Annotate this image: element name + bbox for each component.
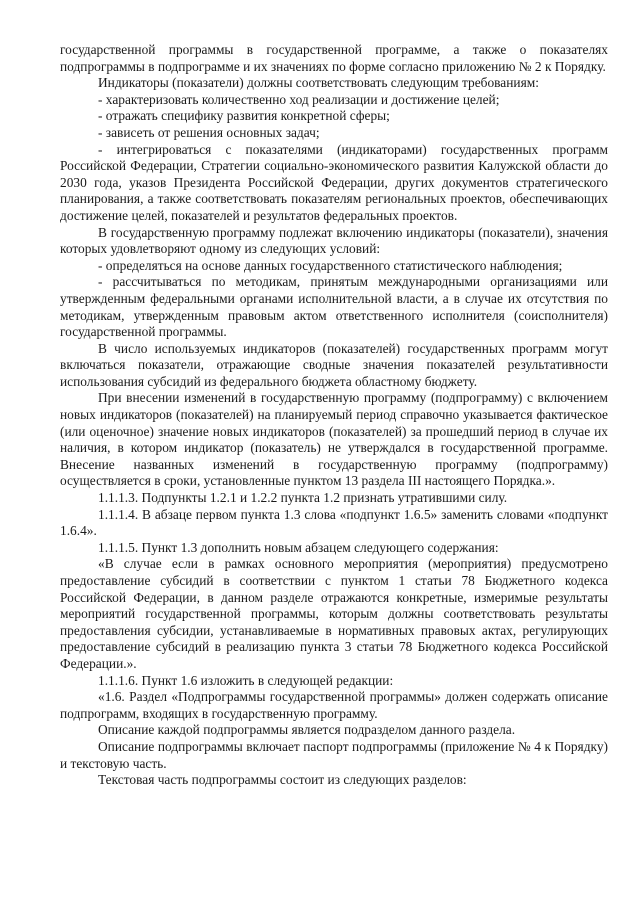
paragraph-1: государственной программы в государственной программе, а также о показателях подпрограммы в подпрограмме и их значениях по форме согласно приложению № 2 к Порядку. [60,42,608,74]
paragraph-13: 1.1.1.4. В абзаце первом пункта 1.3 слова «подпункт 1.6.5» заменить словами «подпункт 1.6.4». [60,506,608,539]
paragraph-9: - рассчитываться по методикам, принятым международными организациями или утвержденным федеральными органами исполнительной власти, а в случае их отсутствия по методикам, утвержденным правовым актом ответственного исполнителя (соисполнителя) государственной программы. [60,274,608,340]
paragraph-5: - зависеть от решения основных задач; [98,124,320,140]
paragraph-10: В число используемых индикаторов (показателей) государственных программ могут включаться показатели, отражающие сводные значения показателей результативности использования субсидий из федерального бюджета областному бюджету. [60,340,608,389]
paragraph-14: 1.1.1.5. Пункт 1.3 дополнить новым абзацем следующего содержания: [98,539,499,555]
paragraph-18: Описание каждой подпрограммы является подразделом данного раздела. [98,722,516,738]
paragraph-3: - характеризовать количественно ход реализации и достижение целей; [98,91,500,107]
paragraph-17: «1.6. Раздел «Подпрограммы государственной программы» должен содержать описание подпрограмм, входящих в государственную программу. [60,689,608,721]
paragraph-16: 1.1.1.6. Пункт 1.6 изложить в следующей редакции: [98,672,394,688]
paragraph-19: Описание подпрограммы включает паспорт подпрограммы (приложение № 4 к Порядку) и текстовую часть. [60,738,608,771]
paragraph-8: - определяться на основе данных государственного статистического наблюдения; [98,257,563,273]
paragraph-2: Индикаторы (показатели) должны соответствовать следующим требованиям: [98,75,539,91]
paragraph-20: Текстовая часть подпрограммы состоит из следующих разделов: [98,772,467,788]
paragraph-7: В государственную программу подлежат включению индикаторы (показатели), значения которых удовлетворяют одному из следующих условий: [60,224,608,257]
paragraph-15: «В случае если в рамках основного мероприятия (мероприятия) предусмотрено предоставление субсидий в соответствии с пунктом 1 статьи 78 Бюджетного кодекса Российской Федерации, в данном разделе отражаются конкретные, измеримые результаты мероприятий государственной программы, которым должны соответствовать результаты предоставления субсидии, устанавливаемые в нормативных правовых актах, регулирующих предоставление субсидий в реализацию пункта 3 статьи 78 Бюджетного кодекса Российской Федерации.». [60,556,608,671]
document-body [60,42,608,789]
paragraph-11: При внесении изменений в государственную программу (подпрограмму) с включением новых индикаторов (показателей) на планируемый период справочно указывается фактическое (или оценочное) значение новых индикаторов (показателей) за прошедший период в случае их наличия, в котором индикатор (показатель) не утверждался в государственной программе. Внесение названных изменений в государственную программу (подпрограмму) осуществляется в сроки, установленные пунктом 13 раздела III настоящего Порядка.». [60,390,608,489]
paragraph-12: 1.1.1.3. Подпункты 1.2.1 и 1.2.2 пункта 1.2 признать утратившими силу. [98,490,508,506]
paragraph-6: - интегрироваться с показателями (индикаторами) государственных программ Российской Федерации, Стратегии социально-экономического развития Калужской области до 2030 года, указов Президента Российской Федерации, других документов стратегического планирования, а также соответствовать показателям региональных проектов, обеспечивающих достижение целей, показателей и результатов федеральных проектов. [60,141,608,223]
paragraph-4: - отражать специфику развития конкретной сферы; [98,108,390,124]
